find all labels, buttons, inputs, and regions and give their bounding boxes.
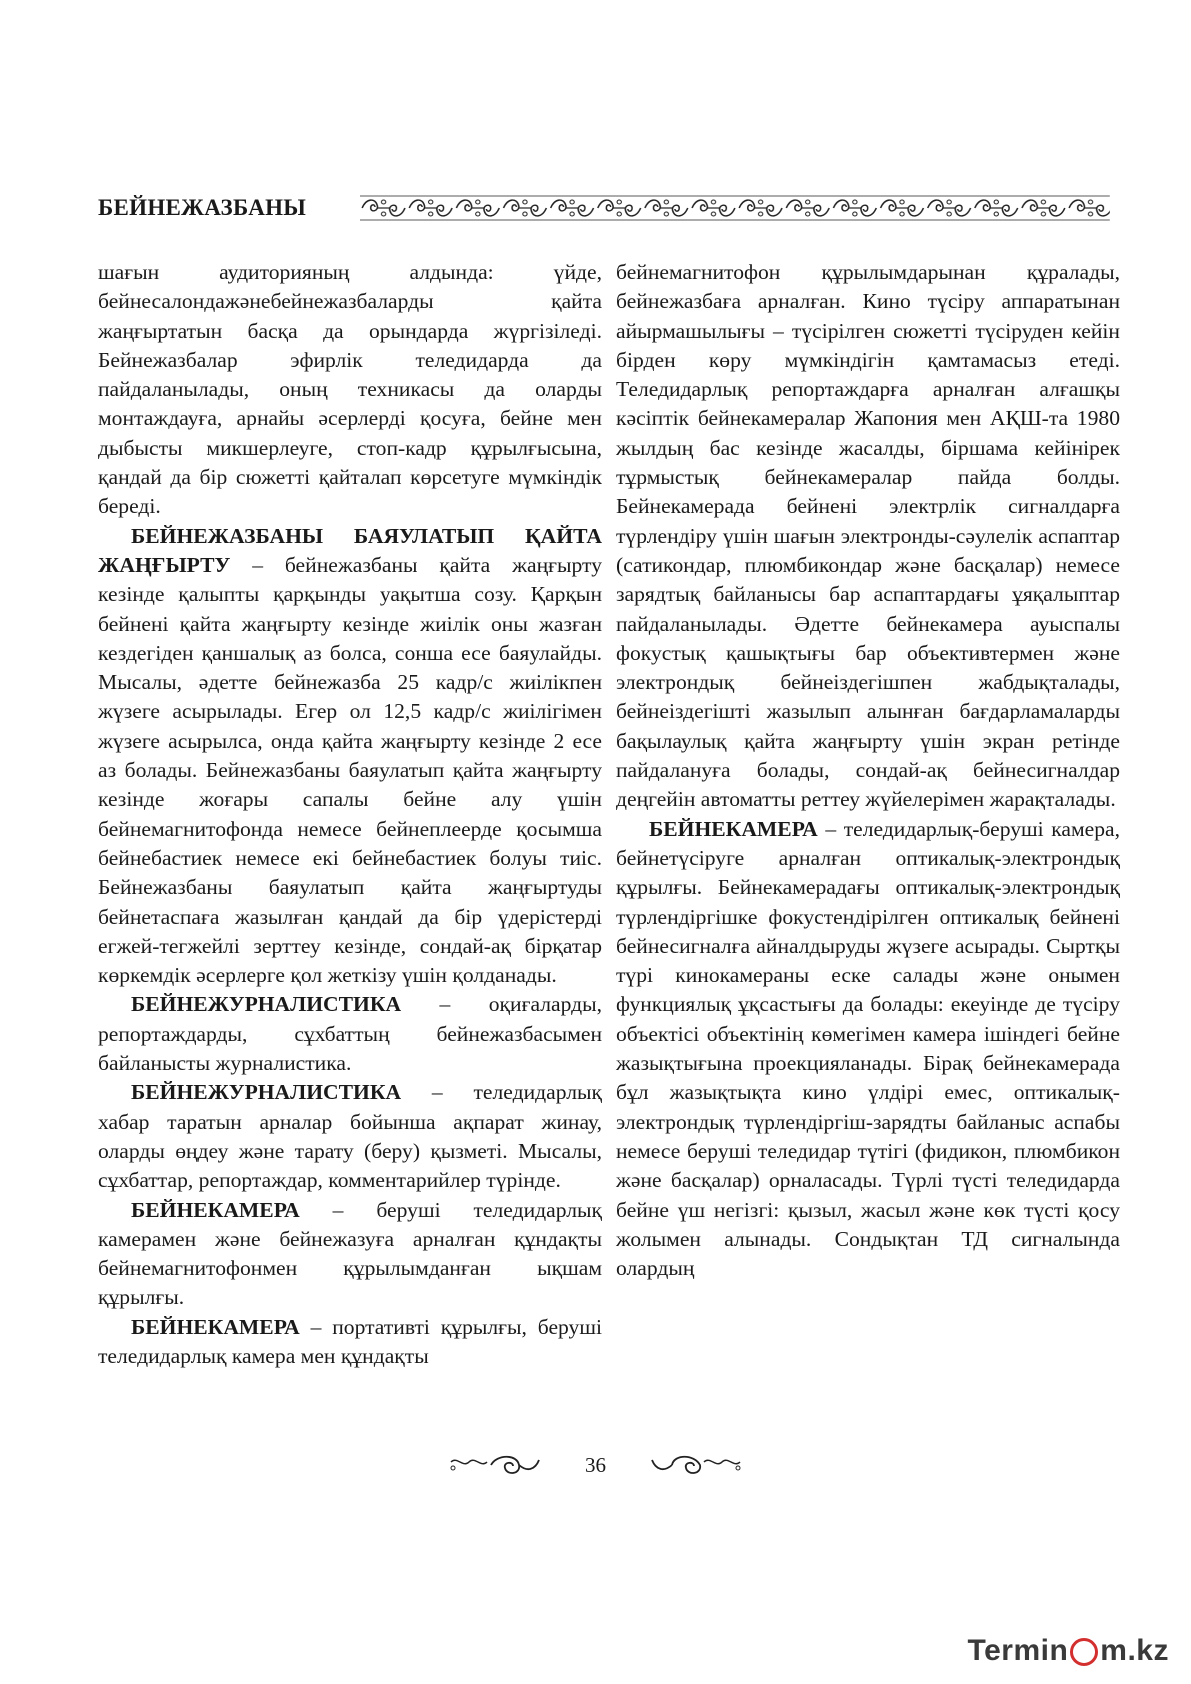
- entry-paragraph: [98, 1078, 602, 1195]
- entry-text: – теледидарлық-беруші камера, бейнетүсіруге арналған оптикалық-электрондық құрылғы. Бейнекамерадағы оптикалық-электрондық түрлендіргішке фокустендірілген оптикалық бейнені бейнесигналға айналдыруды жүзеге асырады. Сыртқы түрі кинокамераны еске салады және онымен функциялық ұқсастығы да болады: екеуінде де түсіру объектісі объектінің көмегімен камера ішіндегі бейне жазықтығына проекцияланады. Бірақ бейнекамерада бұл жазықтықта кино үлдірі емес, оптикалық-электрондық түрлендіргіш-зарядты байланыс аспабы немесе беруші теледидар түтігі (фидикон, плюмбикон және басқалар) орналасады. Түрлі түсті теледидарда бейне үш негізгі: қызыл, жасыл және көк түсті қосу жолымен алынады. Сондықтан ТД сигналында олардың: [616, 816, 1120, 1281]
- ornament-border-icon: [360, 193, 1110, 223]
- entry-text: – оқиғаларды, репортаждарды, сұхбаттың бейнежазбасымен байланысты журналистика.: [98, 992, 602, 1076]
- entry-term: БЕЙНЕКАМЕРА: [131, 1314, 300, 1339]
- watermark-circle-icon: [1070, 1638, 1098, 1666]
- entry-paragraph: [98, 1313, 602, 1372]
- entry-text: – беруші теледидарлық камерамен және бейнежазуға арналған құндақты бейнемагнитофонмен құрылымданған ықшам құрылғы.: [98, 1197, 602, 1310]
- watermark-logo: [968, 1634, 1170, 1668]
- entry-paragraph: [98, 1196, 602, 1313]
- page-footer: [0, 1448, 1191, 1482]
- entry-term: БЕЙНЕЖУРНАЛИСТИКА: [131, 1080, 402, 1105]
- watermark-text-end: m.kz: [1100, 1634, 1169, 1667]
- left-swirl-ornament-icon: [447, 1452, 543, 1478]
- left-column: [98, 258, 602, 1371]
- entry-term: БЕЙНЕКАМЕРА: [131, 1197, 300, 1222]
- running-header: [98, 190, 1110, 226]
- paragraph: бейнемагнитофон құрылымдарынан құралады, бейнежазбаға арналған. Кино түсіру аппаратынан айырмашылығы – түсірілген сюжетті түсіруден кейін бірден көру мүмкіндігін қамтамасыз етеді. Теледидарлық репортаждарға арналған алғашқы кәсіптік бейнекамералар Жапония мен АҚШ-та 1980 жылдың бас кезінде жасалды, біршама кейінірек тұрмыстық бейнекамералар пайда болды. Бейнекамерада бейнені электрлік сигналдарға түрлендіру үшін шағын электронды-сәулелік аспаптар (сатикондар, плюмбикондар және басқалар) немесе зарядтық байланысы бар аспаптардағы ұяқалыптар пайдаланылады. Әдетте бейнекамера ауыспалы фокустық қашықтығы бар объективтермен және электрондық бейнеіздегішпен жабдықталады, бейнеіздегішті жазылып алынған бағдарламаларды бақылаулық қайта жаңғырту үшін экран ретінде пайдалануға болады, сондай-ақ бейнесигналдар деңгейін автоматты реттеу жүйелерімен жарақталады.: [616, 260, 1120, 812]
- entry-paragraph: [616, 815, 1120, 1284]
- entry-text: – портативті құрылғы, беруші теледидарлық камера мен құндақты: [98, 1314, 602, 1368]
- paragraph: шағын аудиторияның алдында: үйде, бейнесалондажәнебейнежазбаларды қайта жаңғыртатын басқа да орындарда жүргізіледі. Бейнежазбалар эфирлік теледидарда да пайдаланылады, оның техникасы да оларды монтаждауға, арнайы әсерлерді қосуға, бейне мен дыбысты микшерлеуге, стоп-кадр құрылғысына, қандай да бір сюжетті қайталап көрсетуге мүмкіндік береді.: [98, 260, 602, 519]
- entry-paragraph: [98, 990, 602, 1078]
- entry-term: БЕЙНЕЖАЗБАНЫ БАЯУЛАТЫП ҚАЙТА ЖАҢҒЫРТУ: [98, 523, 602, 577]
- entry-term: БЕЙНЕКАМЕРА: [649, 816, 818, 841]
- page-number: 36: [585, 1452, 606, 1477]
- entry-text: – теледидарлық хабар таратын арналар бойынша ақпарат жинау, оларды өңдеу және тарату (беру) қызметі. Мысалы, сұхбаттар, репортаждар, комментарийлер түрінде.: [98, 1080, 602, 1193]
- right-swirl-ornament-icon: [648, 1452, 744, 1478]
- right-column: [616, 258, 1120, 1283]
- entry-term: БЕЙНЕЖУРНАЛИСТИКА: [131, 992, 402, 1017]
- entry-paragraph: [98, 522, 602, 991]
- entry-text: – бейнежазбаны қайта жаңғырту кезінде қалыпты қарқынды уақытша созу. Қарқын бейнені қайта жаңғырту кезінде жиілік оны жазған кездегіден қаншалық аз болса, сонша есе баяулайды. Мысалы, әдетте бейнежазба 25 кадр/с жиілікпен жүзеге асырылады. Егер ол 12,5 кадр/с жиілігімен жүзеге асырылса, онда қайта жаңғырту кезінде 2 есе аз болады. Бейнежазбаны баяулатып қайта жаңғырту кезінде жоғары сапалы бейне алу үшін бейнемагнитофонда немесе бейнеплеерде қосымша бейнебастиек немесе екі бейнебастиек болуы тиіс. Бейнежазбаны баяулатып қайта жаңғыртуды бейнетаспаға жазылған қандай да бір үдерістерді егжей-тегжейлі зерттеу кезінде, сондай-ақ бірқатар көркемдік әсерлерге қол жеткізу үшін қолданады.: [98, 552, 602, 988]
- watermark-text-start: Termin: [967, 1634, 1069, 1667]
- header-title: БЕЙНЕЖАЗБАНЫ: [98, 195, 307, 220]
